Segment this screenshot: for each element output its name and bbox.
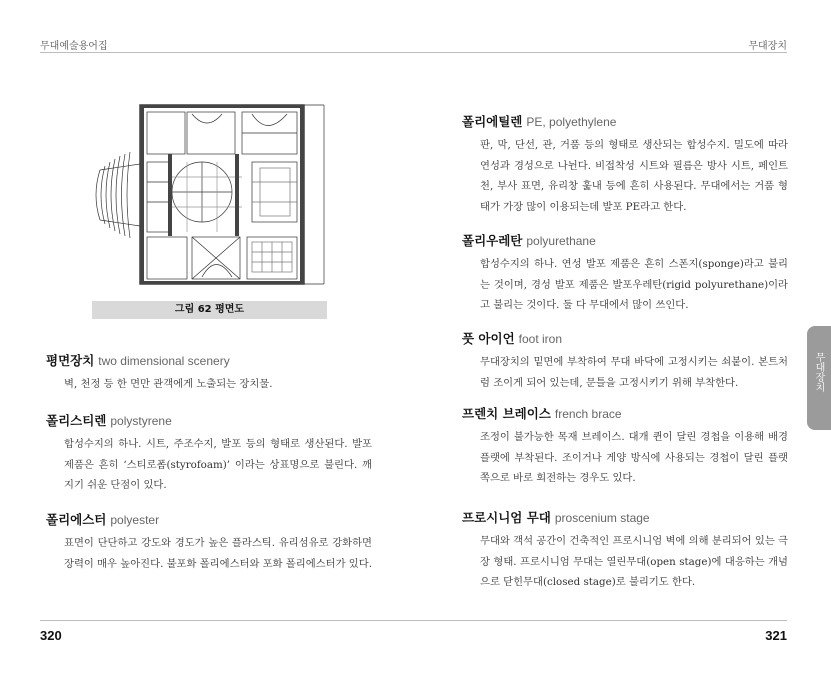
term-korean: 평면장치 xyxy=(46,353,95,368)
term-korean: 폴리우레탄 xyxy=(462,233,523,248)
term-korean: 풋 아이언 xyxy=(462,331,515,346)
entry-term xyxy=(46,413,372,429)
entry-term xyxy=(462,510,788,526)
entry-proscenium-stage xyxy=(462,510,788,593)
term-korean: 폴리에틸렌 xyxy=(462,114,523,129)
page-number-left: 320 xyxy=(40,628,62,643)
entry-polyester xyxy=(46,512,372,574)
running-header-right: 무대장치 xyxy=(748,41,787,52)
entry-definition: 합성수지의 하나. 연성 발포 제품은 흔히 스폰지(sponge)라고 불리는 것이며, 경성 발포 제품은 발포우레탄(rigid polyurethane)이라고 불리는 것이다. 둘 다 무대에서 많이 쓰인다. xyxy=(480,258,788,311)
entry-polyethylene xyxy=(462,114,788,217)
entry-definition: 합성수지의 하나. 시트, 주조수지, 발포 등의 형태로 생산된다. 발포 제품은 흔히 ‘스티로폼(styrofoam)’ 이라는 상표명으로 불린다. 깨지기 쉬운 단점이 있다. xyxy=(64,438,372,491)
term-english: two dimensional scenery xyxy=(98,354,230,368)
running-header-left: 무대예술용어집 xyxy=(40,41,108,52)
figure-caption: 그림 62 평면도 xyxy=(92,301,327,319)
section-tab[interactable] xyxy=(807,326,831,430)
term-english: polyurethane xyxy=(526,234,596,248)
term-english: french brace xyxy=(554,407,622,421)
entry-definition: 무대와 객석 공간이 건축적인 프로시니엄 벽에 의해 분리되어 있는 극장 형태. 프로시니엄 무대는 열린무대(open stage)에 대응하는 개념으로 닫힌무대(closed stage)로 불리기도 한다. xyxy=(480,535,788,588)
entry-term xyxy=(462,233,788,249)
entry-definition: 벽, 천정 등 한 면만 관객에게 노출되는 장치물. xyxy=(64,378,273,390)
header-rule xyxy=(40,52,787,53)
entry-term xyxy=(46,512,372,528)
page-number-right: 321 xyxy=(765,628,787,643)
term-english: foot iron xyxy=(518,332,562,346)
entry-definition: 표면이 단단하고 강도와 경도가 높은 플라스틱. 유리섬유로 강화하면 장력이 매우 높아진다. 불포화 폴리에스터와 포화 폴리에스터가 있다. xyxy=(64,537,372,570)
entry-polyurethane xyxy=(462,233,788,316)
entry-term xyxy=(462,406,788,422)
entry-polystyrene xyxy=(46,413,372,496)
term-english: PE, polyethylene xyxy=(526,115,617,129)
entry-term xyxy=(462,114,788,130)
entry-definition: 무대장치의 밑면에 부착하여 무대 바닥에 고정시키는 쇠붙이. 본트처럼 조이게 되어 있는데, 문틀을 고정시키기 위해 부착한다. xyxy=(480,356,788,389)
entry-two-dimensional-scenery xyxy=(46,353,372,395)
entry-term xyxy=(462,331,788,347)
term-korean: 프로시니엄 무대 xyxy=(462,510,551,525)
entry-french-brace xyxy=(462,406,788,489)
entry-foot-iron xyxy=(462,331,788,393)
term-english: polystyrene xyxy=(110,414,172,428)
entry-definition: 조정이 불가능한 목재 브레이스. 대개 퀸이 달린 경첩을 이용해 배경 플랫에 부착된다. 조이거나 게양 방식에 사용되는 경첩이 달린 플랫 쪽으로 바로 회전하는 경우도 있다. xyxy=(480,431,788,484)
term-korean: 프렌치 브레이스 xyxy=(462,406,551,421)
entry-definition: 판, 막, 단선, 관, 거품 등의 형태로 생산되는 합성수지. 밀도에 따라 연성과 경성으로 나뉜다. 비접착성 시트와 필름은 방사 시트, 페인트천, 부사 표면, 유리창 훑내 등에 흔히 사용된다. 무대에서는 거품 형태가 가장 많이 이용되는데 발포 PE라고 한다. xyxy=(480,139,788,213)
section-tab-label: 무대장치 xyxy=(813,352,824,392)
entry-term xyxy=(46,353,372,369)
footer-rule xyxy=(40,620,787,621)
term-korean: 폴리에스터 xyxy=(46,512,107,527)
term-korean: 폴리스티렌 xyxy=(46,413,107,428)
term-english: proscenium stage xyxy=(554,511,650,525)
floor-plan-drawing xyxy=(92,92,327,298)
term-english: polyester xyxy=(110,513,160,527)
